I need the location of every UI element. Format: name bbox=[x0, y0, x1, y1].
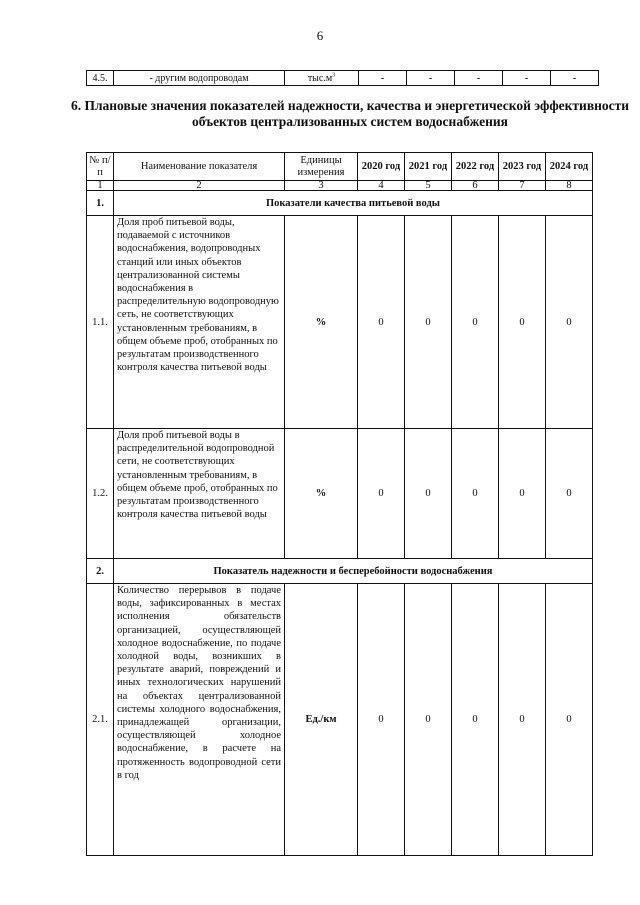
section-title: 6. Плановые значения показателей надежности, качества и энергетической эффективности объектов централизованных систем водоснабжения bbox=[70, 98, 630, 129]
unit-text: тыс.м bbox=[307, 72, 333, 84]
value-cell: 0 bbox=[358, 216, 405, 429]
unit-cell: Ед./км bbox=[285, 584, 358, 856]
section-number: 2. bbox=[87, 559, 114, 584]
value-cell: 0 bbox=[546, 584, 593, 856]
column-index: 5 bbox=[405, 181, 452, 191]
unit-cell: % bbox=[285, 429, 358, 559]
value-cell: - bbox=[407, 71, 455, 86]
value-cell: 0 bbox=[546, 216, 593, 429]
value-cell: 0 bbox=[358, 429, 405, 559]
row-number: 1.2. bbox=[87, 429, 114, 559]
page-number: 6 bbox=[316, 28, 324, 43]
section-row bbox=[87, 559, 593, 584]
value-cell: 0 bbox=[405, 584, 452, 856]
value-cell: 0 bbox=[358, 584, 405, 856]
header-year: 2023 год bbox=[499, 153, 546, 181]
indicator-name: - другим водопроводам bbox=[114, 71, 285, 86]
header-num: № п/п bbox=[87, 153, 114, 181]
indicator-name: Количество перерывов в подаче воды, зафиксированных в местах исполнения обязательств организацией, осуществляющей холодное водоснабжение, по подаче холодной воды, возникших в результате аварий, повреждений и иных технологических нарушений на объектах централизованной системы холодного водоснабжения, принадлежащей организации, осуществляющей холодное водоснабжение, в расчете на протяженность водопроводной сети в год bbox=[114, 584, 285, 856]
value-cell: - bbox=[455, 71, 503, 86]
header-year: 2022 год bbox=[452, 153, 499, 181]
value-cell: 0 bbox=[452, 584, 499, 856]
column-index: 4 bbox=[358, 181, 405, 191]
value-cell: 0 bbox=[499, 429, 546, 559]
row-number: 1.1. bbox=[87, 216, 114, 429]
value-cell: 0 bbox=[499, 584, 546, 856]
section-heading: Показатель надежности и бесперебойности водоснабжения bbox=[114, 559, 593, 584]
value-cell: - bbox=[503, 71, 551, 86]
continued-table-row bbox=[86, 70, 599, 86]
row-number: 4.5. bbox=[87, 71, 114, 86]
header-year: 2024 год bbox=[546, 153, 593, 181]
table-row bbox=[87, 429, 593, 559]
column-index: 7 bbox=[499, 181, 546, 191]
header-name: Наименование показателя bbox=[114, 153, 285, 181]
header-year: 2020 год bbox=[358, 153, 405, 181]
column-index-row bbox=[87, 181, 593, 191]
value-cell: - bbox=[551, 71, 599, 86]
table-header-row bbox=[87, 153, 593, 181]
table-row bbox=[87, 216, 593, 429]
column-index: 2 bbox=[114, 181, 285, 191]
header-year: 2021 год bbox=[405, 153, 452, 181]
value-cell: 0 bbox=[452, 429, 499, 559]
value-cell: 0 bbox=[499, 216, 546, 429]
column-index: 3 bbox=[285, 181, 358, 191]
row-number: 2.1. bbox=[87, 584, 114, 856]
section-row bbox=[87, 191, 593, 216]
indicator-name: Доля проб питьевой воды в распределительной водопроводной сети, не соответствующих установленным требованиям, в общем объеме проб, отобранных по результатам производственного контроля качества питьевой воды bbox=[114, 429, 285, 559]
unit-cell: % bbox=[285, 216, 358, 429]
value-cell: 0 bbox=[405, 216, 452, 429]
section-heading: Показатели качества питьевой воды bbox=[114, 191, 593, 216]
unit-superscript: 3 bbox=[332, 72, 336, 79]
value-cell: 0 bbox=[452, 216, 499, 429]
column-index: 8 bbox=[546, 181, 593, 191]
header-unit: Единицы измерения bbox=[285, 153, 358, 181]
unit-cell bbox=[285, 71, 359, 86]
value-cell: 0 bbox=[405, 429, 452, 559]
value-cell: - bbox=[359, 71, 407, 86]
indicators-table bbox=[86, 152, 593, 856]
value-cell: 0 bbox=[546, 429, 593, 559]
indicator-name: Доля проб питьевой воды, подаваемой с источников водоснабжения, водопроводных станций или иных объектов централизованной системы водоснабжения в распределительную водопроводную сеть, не соответствующих установленным требованиям, в общем объеме проб, отобранных по результатам производственного контроля качества питьевой воды bbox=[114, 216, 285, 429]
column-index: 6 bbox=[452, 181, 499, 191]
column-index: 1 bbox=[87, 181, 114, 191]
section-number: 1. bbox=[87, 191, 114, 216]
table-row bbox=[87, 584, 593, 856]
